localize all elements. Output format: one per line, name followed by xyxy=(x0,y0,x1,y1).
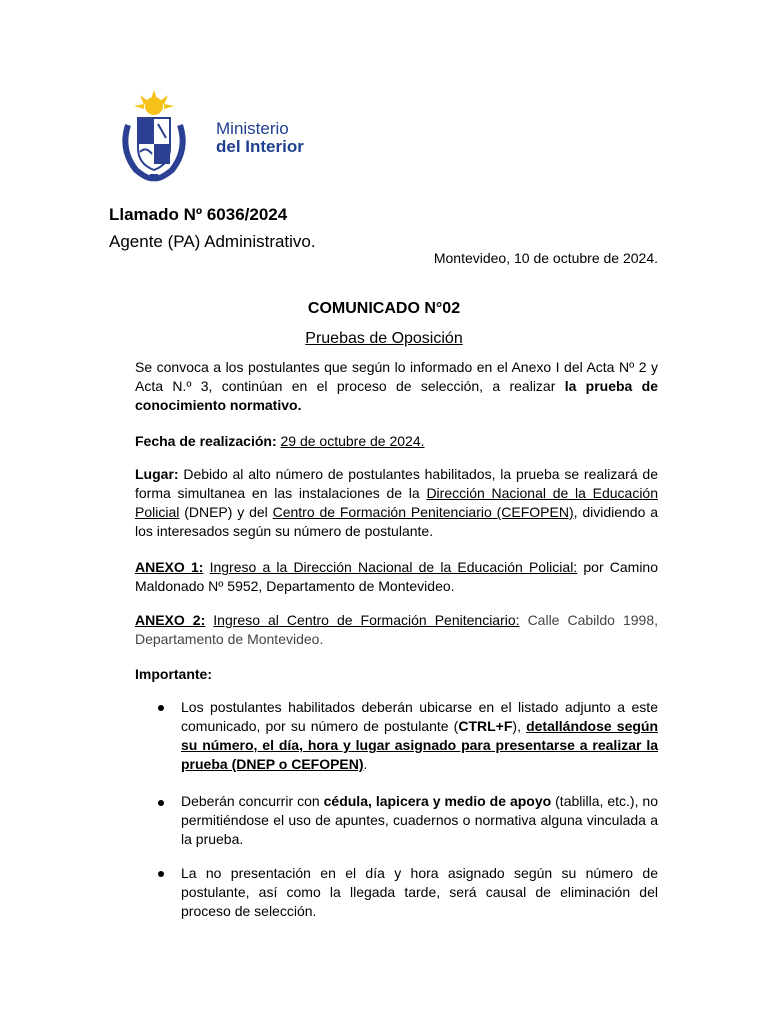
communique-subtitle: Pruebas de Oposición xyxy=(305,330,463,347)
location-text-1: Debido al alto número de postulantes habilitados, la prueba se realizará de forma simultanea en las instalaciones de la xyxy=(135,466,658,501)
coat-of-arms-icon xyxy=(114,90,204,185)
dnep-name: Dirección Nacional de la Educación Policial xyxy=(135,485,659,520)
bullet-dot xyxy=(158,705,164,711)
bullet-1-shortcut: CTRL+F xyxy=(458,718,513,734)
annex-1-label: ANEXO 1: xyxy=(135,559,204,575)
annex-2-paragraph xyxy=(135,611,658,649)
location-label: Lugar: xyxy=(135,466,179,482)
important-label: Importante: xyxy=(135,666,212,682)
call-title: Llamado Nº 6036/2024 xyxy=(109,205,288,224)
bullet-1-text: Los postulantes habilitados deberán ubicarse en el listado adjunto a este comunicado, por su número de postulante ( xyxy=(181,699,658,734)
bullet-3-text: La no presentación en el día y hora asignado según su número de postulante, así como la llegada tarde, será causal de eliminación del proceso de selección. xyxy=(181,865,658,919)
bullet-1-end: . xyxy=(363,756,368,772)
annex-2-label: ANEXO 2: xyxy=(135,612,206,628)
communique-title: COMUNICADO N°02 xyxy=(307,300,461,317)
call-subtitle: Agente (PA) Administrativo. xyxy=(109,232,316,251)
annex-2-text: Calle Cabildo 1998, Departamento de Montevideo. xyxy=(135,612,659,647)
date-paragraph xyxy=(135,432,658,451)
location-text-2: (DNEP) y del xyxy=(179,504,273,520)
date-value: 29 de octubre de 2024. xyxy=(280,433,425,449)
place-date: Montevideo, 10 de octubre de 2024. xyxy=(433,250,658,266)
annex-1-text: por Camino Maldonado Nº 5952, Departamento de Montevideo. xyxy=(135,559,659,594)
bullet-2 xyxy=(181,792,658,849)
location-text-3: dividiendo a los interesados según su número de postulante. xyxy=(135,504,659,539)
bullet-1 xyxy=(181,698,658,774)
cefopen-name: Centro de Formación Penitenciario (CEFOPEN), xyxy=(272,504,578,520)
bullet-1-emphasis: detallándose según su número, el día, hora y lugar asignado para presentarse a realizar la prueba (DNEP o CEFOPEN) xyxy=(181,718,659,772)
intro-bold: la prueba de conocimiento normativo. xyxy=(135,378,658,413)
bullet-dot xyxy=(158,871,164,877)
date-label: Fecha de realización: xyxy=(135,433,277,449)
annex-1-link[interactable]: Ingreso a la Dirección Nacional de la Educación Policial: xyxy=(209,559,578,575)
intro-paragraph xyxy=(135,358,658,415)
bullet-1-text-2: ), xyxy=(512,718,527,734)
bullet-3 xyxy=(181,864,658,921)
annex-2-link[interactable]: Ingreso al Centro de Formación Penitenciario: xyxy=(213,612,520,628)
ministry-wordmark xyxy=(216,120,304,156)
location-paragraph xyxy=(135,465,658,541)
annex-1-paragraph xyxy=(135,558,658,596)
bullet-2-bold: cédula, lapicera y medio de apoyo xyxy=(323,793,552,809)
bullet-dot xyxy=(158,800,164,806)
intro-text: Se convoca a los postulantes que según lo informado en el Anexo I del Acta Nº 2 y Acta N.º 3, continúan en el proceso de selección, a realizar xyxy=(135,359,658,394)
bullet-2-text: Deberán concurrir con xyxy=(181,793,324,809)
important-heading xyxy=(135,665,658,684)
ministry-line1: Ministerio xyxy=(216,119,289,138)
bullet-2-text-2: (tablilla, etc.), no permitiéndose el uso de apuntes, cuadernos o normativa alguna vinculada a la prueba. xyxy=(181,793,659,847)
ministry-line2: del Interior xyxy=(216,137,304,156)
